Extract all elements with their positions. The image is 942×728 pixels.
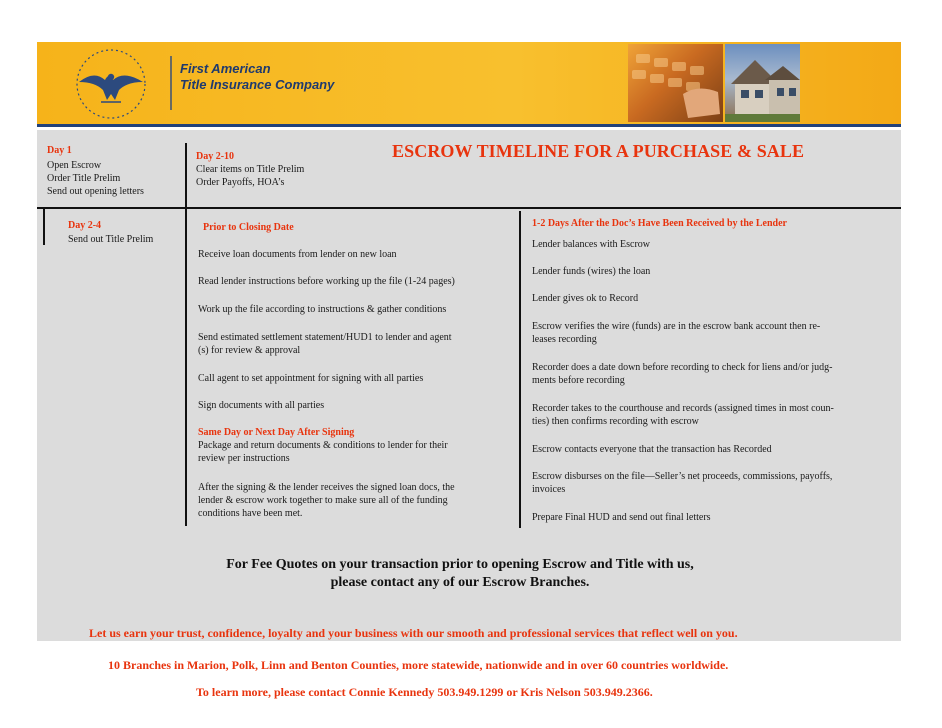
after-docs-label: 1-2 Days After the Doc’s Have Been Received by the Lender <box>532 218 787 229</box>
list-item: Work up the file according to instructions & gather conditions <box>198 304 447 315</box>
list-item: Lender funds (wires) the loan <box>532 266 651 277</box>
list-item: Sign documents with all parties <box>198 400 325 411</box>
list-item: Send out Title Prelim <box>68 234 154 245</box>
prior-to-closing-label: Prior to Closing Date <box>203 222 294 233</box>
list-item: Call agent to set appointment for signing with all parties <box>198 373 424 384</box>
list-item: review per instructions <box>198 453 290 464</box>
list-item: Lender gives ok to Record <box>532 293 639 304</box>
list-item: Clear items on Title Prelim <box>196 164 305 175</box>
list-item: invoices <box>532 484 566 495</box>
list-item: Open Escrow <box>47 160 102 171</box>
company-name-line1: First American <box>180 61 271 76</box>
fee-quote-line2: please contact any of our Escrow Branches. <box>330 575 590 590</box>
fee-quote-line1: For Fee Quotes on your transaction prior to opening Escrow and Title with us, <box>226 557 694 572</box>
list-item: Order Title Prelim <box>47 173 121 184</box>
trust-tagline: Let us earn your trust, confidence, loyalty and your business with our smooth and professional services that reflect well on you. <box>89 626 738 640</box>
list-item: Escrow verifies the wire (funds) are in the escrow bank account then re- <box>532 321 821 332</box>
list-item: Send out opening letters <box>47 186 144 197</box>
list-item: Recorder takes to the courthouse and records (assigned times in most coun- <box>532 403 834 414</box>
list-item: conditions have been met. <box>198 508 303 519</box>
contact-line: To learn more, please contact Connie Kennedy 503.949.1299 or Kris Nelson 503.949.2366. <box>196 685 653 699</box>
list-item: Order Payoffs, HOA’s <box>196 177 285 188</box>
list-item: Receive loan documents from lender on new loan <box>198 249 397 260</box>
list-item: Lender balances with Escrow <box>532 239 651 250</box>
list-item: Escrow contacts everyone that the transaction has Recorded <box>532 444 772 455</box>
list-item: Escrow disburses on the file—Seller’s net proceeds, commissions, payoffs, <box>532 471 833 482</box>
day2-4-label: Day 2-4 <box>68 220 102 231</box>
list-item: Read lender instructions before working up the file (1-24 pages) <box>198 276 455 287</box>
middle-column-line <box>185 143 187 526</box>
right-column-line <box>519 211 521 528</box>
list-item: Prepare Final HUD and send out final letters <box>532 512 711 523</box>
house-photo <box>725 44 800 122</box>
list-item: Send estimated settlement statement/HUD1 to lender and agent <box>198 332 452 343</box>
day2-10-label: Day 2-10 <box>196 151 235 162</box>
fee-quote-notice <box>180 556 740 592</box>
list-item: Recorder does a date down before recording to check for liens and/or judg- <box>532 362 833 373</box>
list-item: ments before recording <box>532 375 625 386</box>
branches-line: 10 Branches in Marion, Polk, Linn and Benton Counties, more statewide, nationwide and in over 60 countries worldwide. <box>108 658 729 672</box>
list-item: ties) then confirms recording with escrow <box>532 416 699 427</box>
page-title: ESCROW TIMELINE FOR A PURCHASE & SALE <box>392 141 805 161</box>
same-day-label: Same Day or Next Day After Signing <box>198 427 355 438</box>
list-item: Package and return documents & conditions to lender for their <box>198 440 448 451</box>
keyboard-photo <box>628 44 723 122</box>
list-item: lender & escrow work together to make sure all of the funding <box>198 495 448 506</box>
section-divider <box>37 207 901 209</box>
list-item: leases recording <box>532 334 597 345</box>
company-name-line2: Title Insurance Company <box>180 77 335 92</box>
list-item: (s) for review & approval <box>198 345 301 356</box>
header-rule <box>37 124 901 127</box>
day1-connector-line <box>43 207 45 245</box>
list-item: After the signing & the lender receives the signed loan docs, the <box>198 482 455 493</box>
company-name <box>180 61 334 93</box>
day1-label: Day 1 <box>47 145 72 156</box>
